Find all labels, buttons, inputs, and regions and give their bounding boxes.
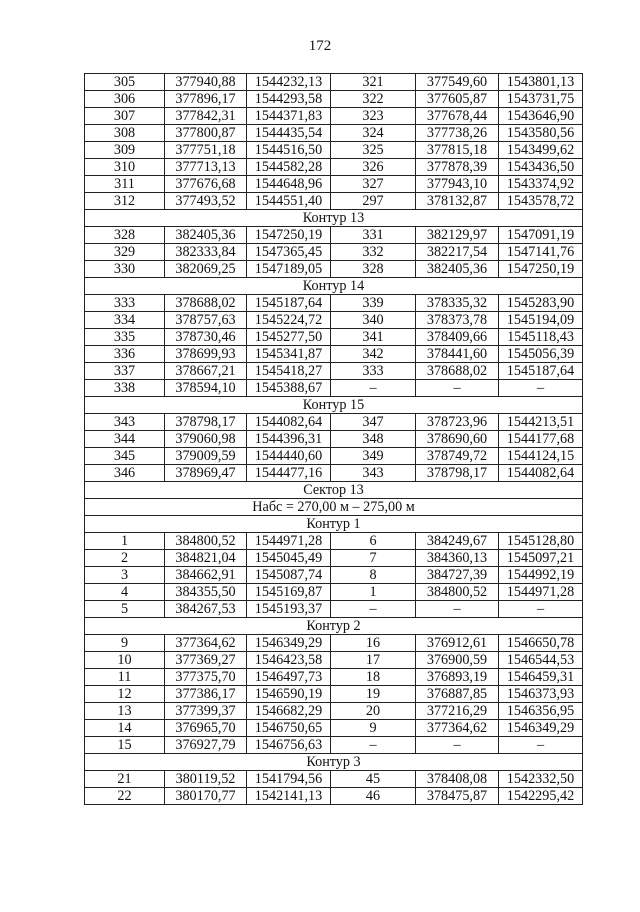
point-number: 330 bbox=[85, 261, 165, 278]
table-row bbox=[85, 159, 583, 176]
point-number: 5 bbox=[85, 601, 165, 618]
y-coordinate: 1545388,67 bbox=[247, 380, 331, 397]
point-number: 18 bbox=[331, 669, 416, 686]
point-number: 8 bbox=[331, 567, 416, 584]
point-number: 343 bbox=[85, 414, 165, 431]
x-coordinate: 378475,87 bbox=[416, 788, 499, 805]
table-row bbox=[85, 261, 583, 278]
table-row bbox=[85, 74, 583, 91]
y-coordinate: 1545056,39 bbox=[499, 346, 583, 363]
y-coordinate: 1545418,27 bbox=[247, 363, 331, 380]
x-coordinate: 378798,17 bbox=[416, 465, 499, 482]
x-coordinate: 377940,88 bbox=[165, 74, 247, 91]
section-title: Контур 1 bbox=[85, 516, 583, 533]
table-row bbox=[85, 363, 583, 380]
y-coordinate: 1545224,72 bbox=[247, 312, 331, 329]
x-coordinate: 376965,70 bbox=[165, 720, 247, 737]
section-header-row bbox=[85, 618, 583, 635]
y-coordinate: 1543499,62 bbox=[499, 142, 583, 159]
point-number: 329 bbox=[85, 244, 165, 261]
point-number: 4 bbox=[85, 584, 165, 601]
point-number: 341 bbox=[331, 329, 416, 346]
x-coordinate: 384727,39 bbox=[416, 567, 499, 584]
y-coordinate: 1547141,76 bbox=[499, 244, 583, 261]
table-row bbox=[85, 788, 583, 805]
table-row bbox=[85, 550, 583, 567]
point-number: 307 bbox=[85, 108, 165, 125]
x-coordinate: 377751,18 bbox=[165, 142, 247, 159]
point-number: 45 bbox=[331, 771, 416, 788]
point-number: 7 bbox=[331, 550, 416, 567]
x-coordinate: 382069,25 bbox=[165, 261, 247, 278]
point-number: 21 bbox=[85, 771, 165, 788]
table-row bbox=[85, 431, 583, 448]
y-coordinate: 1546356,95 bbox=[499, 703, 583, 720]
point-number: 3 bbox=[85, 567, 165, 584]
y-coordinate: 1546373,93 bbox=[499, 686, 583, 703]
section-header-row bbox=[85, 210, 583, 227]
point-number: 334 bbox=[85, 312, 165, 329]
x-coordinate: 376927,79 bbox=[165, 737, 247, 754]
x-coordinate: 377896,17 bbox=[165, 91, 247, 108]
y-coordinate: 1544177,68 bbox=[499, 431, 583, 448]
x-coordinate: 384800,52 bbox=[165, 533, 247, 550]
y-coordinate: 1541794,56 bbox=[247, 771, 331, 788]
x-coordinate: 377815,18 bbox=[416, 142, 499, 159]
x-coordinate: 384267,53 bbox=[165, 601, 247, 618]
y-coordinate: 1542332,50 bbox=[499, 771, 583, 788]
point-number: 15 bbox=[85, 737, 165, 754]
point-number: 308 bbox=[85, 125, 165, 142]
x-coordinate: 378688,02 bbox=[416, 363, 499, 380]
y-coordinate: 1545277,50 bbox=[247, 329, 331, 346]
x-coordinate: 378335,32 bbox=[416, 295, 499, 312]
section-title: Набс = 270,00 м – 275,00 м bbox=[85, 499, 583, 516]
x-coordinate: 376893,19 bbox=[416, 669, 499, 686]
x-coordinate: 377676,68 bbox=[165, 176, 247, 193]
section-header-row bbox=[85, 499, 583, 516]
y-coordinate: 1545097,21 bbox=[499, 550, 583, 567]
x-coordinate: 379060,98 bbox=[165, 431, 247, 448]
point-number: 17 bbox=[331, 652, 416, 669]
x-coordinate: 378373,78 bbox=[416, 312, 499, 329]
x-coordinate: 378409,66 bbox=[416, 329, 499, 346]
x-coordinate: 377738,26 bbox=[416, 125, 499, 142]
point-number: – bbox=[331, 380, 416, 397]
x-coordinate: 377493,52 bbox=[165, 193, 247, 210]
x-coordinate: 382129,97 bbox=[416, 227, 499, 244]
x-coordinate: 377713,13 bbox=[165, 159, 247, 176]
point-number: 333 bbox=[85, 295, 165, 312]
y-coordinate: 1546497,73 bbox=[247, 669, 331, 686]
y-coordinate: 1544435,54 bbox=[247, 125, 331, 142]
y-coordinate: 1544371,83 bbox=[247, 108, 331, 125]
x-coordinate: 384800,52 bbox=[416, 584, 499, 601]
point-number: 14 bbox=[85, 720, 165, 737]
point-number: 348 bbox=[331, 431, 416, 448]
table-row bbox=[85, 125, 583, 142]
point-number: 328 bbox=[331, 261, 416, 278]
point-number: 336 bbox=[85, 346, 165, 363]
x-coordinate: 378132,87 bbox=[416, 193, 499, 210]
x-coordinate: 379009,59 bbox=[165, 448, 247, 465]
x-coordinate: 378699,93 bbox=[165, 346, 247, 363]
y-coordinate: 1547250,19 bbox=[247, 227, 331, 244]
y-coordinate: 1544648,96 bbox=[247, 176, 331, 193]
point-number: 13 bbox=[85, 703, 165, 720]
point-number: 22 bbox=[85, 788, 165, 805]
section-header-row bbox=[85, 482, 583, 499]
point-number: 20 bbox=[331, 703, 416, 720]
point-number: 332 bbox=[331, 244, 416, 261]
table-row bbox=[85, 720, 583, 737]
point-number: 343 bbox=[331, 465, 416, 482]
y-coordinate: 1544396,31 bbox=[247, 431, 331, 448]
y-coordinate: 1543580,56 bbox=[499, 125, 583, 142]
y-coordinate: – bbox=[499, 380, 583, 397]
x-coordinate: 376912,61 bbox=[416, 635, 499, 652]
y-coordinate: 1544551,40 bbox=[247, 193, 331, 210]
table-row bbox=[85, 584, 583, 601]
point-number: 346 bbox=[85, 465, 165, 482]
point-number: 312 bbox=[85, 193, 165, 210]
point-number: 6 bbox=[331, 533, 416, 550]
x-coordinate: 380119,52 bbox=[165, 771, 247, 788]
y-coordinate: 1546750,65 bbox=[247, 720, 331, 737]
point-number: 335 bbox=[85, 329, 165, 346]
table-row bbox=[85, 686, 583, 703]
x-coordinate: 384360,13 bbox=[416, 550, 499, 567]
point-number: 322 bbox=[331, 91, 416, 108]
x-coordinate: 377943,10 bbox=[416, 176, 499, 193]
section-title: Контур 3 bbox=[85, 754, 583, 771]
y-coordinate: 1545118,43 bbox=[499, 329, 583, 346]
x-coordinate: 384662,91 bbox=[165, 567, 247, 584]
page-number: 172 bbox=[308, 38, 332, 54]
x-coordinate: 377216,29 bbox=[416, 703, 499, 720]
x-coordinate: – bbox=[416, 601, 499, 618]
point-number: 324 bbox=[331, 125, 416, 142]
point-number: 1 bbox=[331, 584, 416, 601]
y-coordinate: 1545169,87 bbox=[247, 584, 331, 601]
y-coordinate: 1544971,28 bbox=[499, 584, 583, 601]
table-row bbox=[85, 312, 583, 329]
point-number: 321 bbox=[331, 74, 416, 91]
table-row bbox=[85, 176, 583, 193]
x-coordinate: 376887,85 bbox=[416, 686, 499, 703]
y-coordinate: 1543731,75 bbox=[499, 91, 583, 108]
section-title: Контур 14 bbox=[85, 278, 583, 295]
y-coordinate: 1545128,80 bbox=[499, 533, 583, 550]
y-coordinate: 1546423,58 bbox=[247, 652, 331, 669]
table-row bbox=[85, 414, 583, 431]
x-coordinate: 377842,31 bbox=[165, 108, 247, 125]
x-coordinate: 377364,62 bbox=[416, 720, 499, 737]
y-coordinate: 1547250,19 bbox=[499, 261, 583, 278]
table-row bbox=[85, 346, 583, 363]
table-row bbox=[85, 703, 583, 720]
point-number: 19 bbox=[331, 686, 416, 703]
x-coordinate: 384821,04 bbox=[165, 550, 247, 567]
table-row bbox=[85, 448, 583, 465]
point-number: 309 bbox=[85, 142, 165, 159]
x-coordinate: 378667,21 bbox=[165, 363, 247, 380]
point-number: 347 bbox=[331, 414, 416, 431]
y-coordinate: 1546349,29 bbox=[247, 635, 331, 652]
x-coordinate: 382405,36 bbox=[165, 227, 247, 244]
x-coordinate: – bbox=[416, 737, 499, 754]
table-row bbox=[85, 244, 583, 261]
y-coordinate: – bbox=[499, 737, 583, 754]
point-number: – bbox=[331, 737, 416, 754]
y-coordinate: 1545341,87 bbox=[247, 346, 331, 363]
x-coordinate: 382217,54 bbox=[416, 244, 499, 261]
x-coordinate: 377678,44 bbox=[416, 108, 499, 125]
section-header-row bbox=[85, 278, 583, 295]
y-coordinate: 1544516,50 bbox=[247, 142, 331, 159]
point-number: 12 bbox=[85, 686, 165, 703]
point-number: 305 bbox=[85, 74, 165, 91]
point-number: 339 bbox=[331, 295, 416, 312]
x-coordinate: 377364,62 bbox=[165, 635, 247, 652]
table-row bbox=[85, 567, 583, 584]
point-number: 16 bbox=[331, 635, 416, 652]
y-coordinate: – bbox=[499, 601, 583, 618]
y-coordinate: 1545283,90 bbox=[499, 295, 583, 312]
y-coordinate: 1545087,74 bbox=[247, 567, 331, 584]
y-coordinate: 1547189,05 bbox=[247, 261, 331, 278]
point-number: 340 bbox=[331, 312, 416, 329]
x-coordinate: 380170,77 bbox=[165, 788, 247, 805]
y-coordinate: 1544082,64 bbox=[247, 414, 331, 431]
y-coordinate: 1543801,13 bbox=[499, 74, 583, 91]
point-number: – bbox=[331, 601, 416, 618]
x-coordinate: 378798,17 bbox=[165, 414, 247, 431]
y-coordinate: 1545187,64 bbox=[499, 363, 583, 380]
x-coordinate: 378749,72 bbox=[416, 448, 499, 465]
point-number: 325 bbox=[331, 142, 416, 159]
point-number: 1 bbox=[85, 533, 165, 550]
table-row bbox=[85, 295, 583, 312]
y-coordinate: 1544440,60 bbox=[247, 448, 331, 465]
y-coordinate: 1547365,45 bbox=[247, 244, 331, 261]
table-row bbox=[85, 652, 583, 669]
coordinates-table bbox=[84, 73, 583, 805]
x-coordinate: 378730,46 bbox=[165, 329, 247, 346]
table-row bbox=[85, 669, 583, 686]
table-row bbox=[85, 108, 583, 125]
y-coordinate: 1545194,09 bbox=[499, 312, 583, 329]
x-coordinate: 378723,96 bbox=[416, 414, 499, 431]
table-row bbox=[85, 771, 583, 788]
x-coordinate: 382405,36 bbox=[416, 261, 499, 278]
table-row bbox=[85, 142, 583, 159]
x-coordinate: 377386,17 bbox=[165, 686, 247, 703]
section-title: Контур 15 bbox=[85, 397, 583, 414]
x-coordinate: 377369,27 bbox=[165, 652, 247, 669]
point-number: 349 bbox=[331, 448, 416, 465]
table-row bbox=[85, 380, 583, 397]
y-coordinate: 1543436,50 bbox=[499, 159, 583, 176]
y-coordinate: 1544082,64 bbox=[499, 465, 583, 482]
x-coordinate: 384249,67 bbox=[416, 533, 499, 550]
y-coordinate: 1545193,37 bbox=[247, 601, 331, 618]
x-coordinate: 384355,50 bbox=[165, 584, 247, 601]
y-coordinate: 1545045,49 bbox=[247, 550, 331, 567]
point-number: 10 bbox=[85, 652, 165, 669]
x-coordinate: 378594,10 bbox=[165, 380, 247, 397]
point-number: 2 bbox=[85, 550, 165, 567]
y-coordinate: 1544971,28 bbox=[247, 533, 331, 550]
y-coordinate: 1545187,64 bbox=[247, 295, 331, 312]
y-coordinate: 1543646,90 bbox=[499, 108, 583, 125]
table-row bbox=[85, 601, 583, 618]
y-coordinate: 1544232,13 bbox=[247, 74, 331, 91]
section-title: Сектор 13 bbox=[85, 482, 583, 499]
section-header-row bbox=[85, 516, 583, 533]
point-number: 333 bbox=[331, 363, 416, 380]
table-row bbox=[85, 737, 583, 754]
x-coordinate: 377549,60 bbox=[416, 74, 499, 91]
section-title: Контур 13 bbox=[85, 210, 583, 227]
coordinates-table-body bbox=[85, 74, 583, 805]
x-coordinate: 378408,08 bbox=[416, 771, 499, 788]
section-header-row bbox=[85, 754, 583, 771]
section-title: Контур 2 bbox=[85, 618, 583, 635]
y-coordinate: 1546590,19 bbox=[247, 686, 331, 703]
point-number: 338 bbox=[85, 380, 165, 397]
point-number: 310 bbox=[85, 159, 165, 176]
y-coordinate: 1546682,29 bbox=[247, 703, 331, 720]
y-coordinate: 1546459,31 bbox=[499, 669, 583, 686]
section-header-row bbox=[85, 397, 583, 414]
point-number: 297 bbox=[331, 193, 416, 210]
point-number: 342 bbox=[331, 346, 416, 363]
x-coordinate: 377375,70 bbox=[165, 669, 247, 686]
point-number: 46 bbox=[331, 788, 416, 805]
table-row bbox=[85, 533, 583, 550]
x-coordinate: 377399,37 bbox=[165, 703, 247, 720]
y-coordinate: 1546756,63 bbox=[247, 737, 331, 754]
x-coordinate: 378757,63 bbox=[165, 312, 247, 329]
table-row bbox=[85, 227, 583, 244]
point-number: 311 bbox=[85, 176, 165, 193]
point-number: 331 bbox=[331, 227, 416, 244]
x-coordinate: 378441,60 bbox=[416, 346, 499, 363]
point-number: 9 bbox=[331, 720, 416, 737]
table-row bbox=[85, 193, 583, 210]
y-coordinate: 1544477,16 bbox=[247, 465, 331, 482]
point-number: 337 bbox=[85, 363, 165, 380]
point-number: 328 bbox=[85, 227, 165, 244]
x-coordinate: 377605,87 bbox=[416, 91, 499, 108]
table-row bbox=[85, 635, 583, 652]
y-coordinate: 1544992,19 bbox=[499, 567, 583, 584]
x-coordinate: – bbox=[416, 380, 499, 397]
y-coordinate: 1547091,19 bbox=[499, 227, 583, 244]
point-number: 323 bbox=[331, 108, 416, 125]
y-coordinate: 1542295,42 bbox=[499, 788, 583, 805]
point-number: 327 bbox=[331, 176, 416, 193]
point-number: 306 bbox=[85, 91, 165, 108]
y-coordinate: 1546650,78 bbox=[499, 635, 583, 652]
point-number: 344 bbox=[85, 431, 165, 448]
point-number: 345 bbox=[85, 448, 165, 465]
x-coordinate: 377800,87 bbox=[165, 125, 247, 142]
y-coordinate: 1544293,58 bbox=[247, 91, 331, 108]
y-coordinate: 1546349,29 bbox=[499, 720, 583, 737]
table-row bbox=[85, 329, 583, 346]
x-coordinate: 377878,39 bbox=[416, 159, 499, 176]
table-row bbox=[85, 465, 583, 482]
point-number: 9 bbox=[85, 635, 165, 652]
x-coordinate: 378969,47 bbox=[165, 465, 247, 482]
x-coordinate: 382333,84 bbox=[165, 244, 247, 261]
x-coordinate: 376900,59 bbox=[416, 652, 499, 669]
y-coordinate: 1544582,28 bbox=[247, 159, 331, 176]
y-coordinate: 1543578,72 bbox=[499, 193, 583, 210]
y-coordinate: 1542141,13 bbox=[247, 788, 331, 805]
y-coordinate: 1544213,51 bbox=[499, 414, 583, 431]
x-coordinate: 378690,60 bbox=[416, 431, 499, 448]
x-coordinate: 378688,02 bbox=[165, 295, 247, 312]
table-row bbox=[85, 91, 583, 108]
y-coordinate: 1543374,92 bbox=[499, 176, 583, 193]
y-coordinate: 1546544,53 bbox=[499, 652, 583, 669]
point-number: 11 bbox=[85, 669, 165, 686]
y-coordinate: 1544124,15 bbox=[499, 448, 583, 465]
point-number: 326 bbox=[331, 159, 416, 176]
